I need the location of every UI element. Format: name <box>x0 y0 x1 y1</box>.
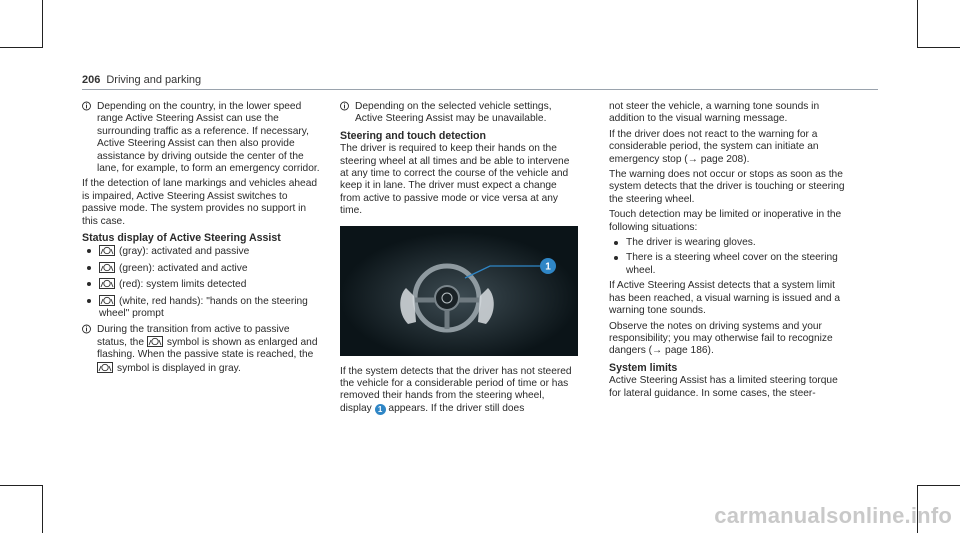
info-note: Depending on the selected vehicle settings, Active Steering Assist may be unavailable. <box>340 101 578 126</box>
steering-assist-symbol-icon <box>147 336 163 347</box>
steering-wheel-illustration <box>340 226 578 356</box>
paragraph: Observe the notes on driving systems and your responsibility; you may otherwise fail to recognize dangers (→ page 186). <box>609 320 833 357</box>
steering-assist-symbol-icon <box>99 245 115 256</box>
steering-wheel-figure <box>340 226 578 356</box>
crop-mark <box>918 485 960 486</box>
paragraph: not steer the vehicle, a warning tone sounds in addition to the visual warning message. <box>609 101 820 125</box>
info-icon <box>82 324 91 334</box>
paragraph: If the system detects that the driver has not steered the vehicle for a considerable period of time or has removed their hands from the steering wheel, display 1 appears. If the driver still does <box>340 365 572 414</box>
steering-assist-symbol-icon <box>99 295 115 306</box>
crop-mark <box>0 47 42 48</box>
paragraph: Active Steering Assist has a limited steering torque for lateral guidance. In some cases, the steer- <box>609 375 838 399</box>
note-text: Depending on the country, in the lower speed range Active Steering Assist can use the surrounding traffic as a reference. If necessary, Active Steering Assist can then also provide assistance by driving outside the center of the lane, for example, to form an emergency corridor. <box>97 101 320 175</box>
watermark: carmanualsonline.info <box>714 503 952 528</box>
steering-assist-symbol-icon <box>99 262 115 273</box>
callout-icon: 1 <box>375 404 386 415</box>
paragraph: If the detection of lane markings and vehicles ahead is impaired, Active Steering Assist switches to passive mode. The system provides no support in this case. <box>82 178 318 227</box>
header-rule <box>82 89 878 90</box>
section-heading: Status display of Active Steering Assist <box>82 232 281 245</box>
list-item: (green): activated and active <box>82 262 320 275</box>
page-header <box>82 74 201 86</box>
figure-callout: 1 <box>545 261 551 273</box>
paragraph: The warning does not occur or stops as soon as the system detects that the driver is touching or steering the steering wheel. <box>609 169 845 205</box>
info-icon <box>82 101 91 111</box>
info-note: During the transition from active to passive status, the symbol is shown as enlarged and flashing. When the passive state is reached, the symbol is displayed in gray. <box>82 324 320 376</box>
list-item: There is a steering wheel cover on the steering wheel. <box>609 252 847 277</box>
column-2 <box>340 101 578 418</box>
crop-mark <box>42 485 43 533</box>
section-heading: Steering and touch detection <box>340 129 486 142</box>
list-item: The driver is wearing gloves. <box>609 237 847 249</box>
crop-mark <box>0 485 42 486</box>
column-1 <box>82 101 320 378</box>
section-title: Driving and parking <box>106 74 202 86</box>
paragraph: The driver is required to keep their hands on the steering wheel at all times and be able to intervene at any time to correct the course of the vehicle and keep it in lane. The driver must expect a change from active to passive mode or vice versa at any time. <box>340 143 570 217</box>
paragraph: If Active Steering Assist detects that a system limit has been reached, a visual warning is issued and a warning tone sounds. <box>609 280 841 317</box>
bullet-list <box>609 237 847 277</box>
steering-assist-symbol-icon <box>99 278 115 289</box>
list-item: (gray): activated and passive <box>82 245 320 258</box>
status-list <box>82 245 320 320</box>
info-note <box>82 101 320 175</box>
section-heading: System limits <box>609 361 678 374</box>
page-number: 206 <box>82 74 101 86</box>
steering-assist-symbol-icon <box>97 362 113 373</box>
crop-mark <box>917 0 918 48</box>
crop-mark <box>918 47 960 48</box>
list-item: (red): system limits detected <box>82 278 320 291</box>
list-item: (white, red hands): "hands on the steering wheel" prompt <box>82 295 320 321</box>
paragraph: If the driver does not react to the warning for a considerable period, the system can initiate an emergency stop (→ page 208). <box>609 128 819 165</box>
column-3 <box>609 101 847 403</box>
crop-mark <box>42 0 43 48</box>
info-icon <box>340 101 349 111</box>
paragraph: Touch detection may be limited or inoperative in the following situations: <box>609 209 842 233</box>
